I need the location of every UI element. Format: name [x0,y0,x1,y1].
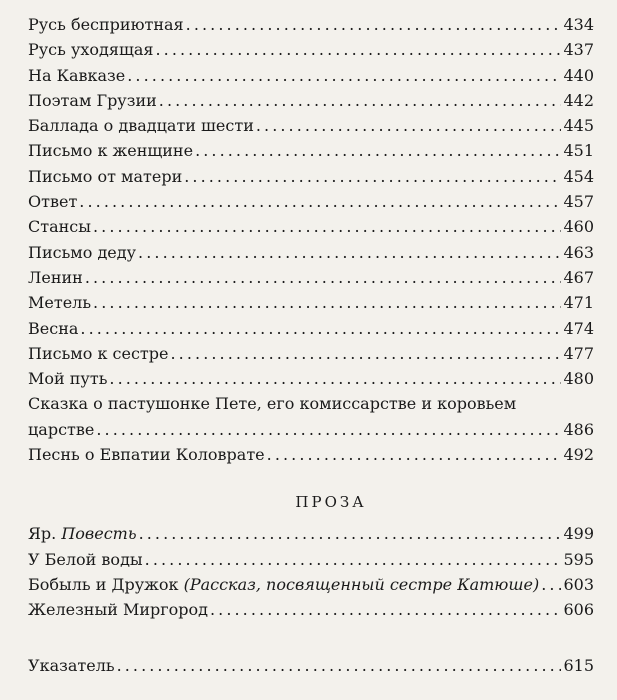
dot-leader [210,597,561,622]
dot-leader [195,138,561,163]
page-number: 486 [563,419,594,439]
toc-entry[interactable] [28,189,594,214]
entry-title: Русь уходящая [28,40,154,60]
entry-title: Письмо к сестре [28,343,169,363]
dot-leader [79,189,561,214]
entry-title: На Кавказе [28,65,126,85]
entry-title: Поэтам Грузии [28,90,157,110]
entry-title: Письмо от матери [28,166,183,186]
entry-title: Письмо к женщине [28,141,194,161]
table-of-contents [28,12,594,678]
dot-leader [138,240,561,265]
dot-leader [171,341,562,366]
page-number: 437 [563,40,594,60]
dot-leader [256,113,562,138]
page-number: 440 [563,65,594,85]
toc-entry-mirgorod[interactable] [28,597,594,622]
page-number: 454 [563,166,594,186]
dot-leader [96,417,561,442]
dot-leader [267,442,562,467]
entry-title-line2-row [28,417,594,442]
entry-title: Железный Миргород [28,600,208,620]
dot-leader [145,547,562,572]
page-number: 471 [563,293,594,313]
entry-title: Баллада о двадцати шести [28,116,254,136]
toc-entry[interactable] [28,164,594,189]
index-list [28,653,594,678]
page-number: 463 [563,242,594,262]
toc-entry[interactable] [28,214,594,239]
dot-leader [159,88,562,113]
dot-leader [155,37,561,62]
entry-title: Песнь о Евпатии Коловрате [28,445,265,465]
toc-entry[interactable] [28,63,594,88]
toc-entry-bobyl[interactable] [28,572,594,597]
entry-title [28,572,539,597]
entry-title: Письмо деду [28,242,137,262]
toc-entry[interactable] [28,88,594,113]
page-number: 480 [563,369,594,389]
dot-leader [93,214,561,239]
dot-leader [184,164,561,189]
poetry-list [28,12,594,467]
toc-entry[interactable] [28,240,594,265]
entry-title: Ленин [28,267,83,287]
dot-leader [117,653,562,678]
prose-list [28,521,594,622]
toc-entry-belaya[interactable] [28,547,594,572]
entry-title: Стансы [28,217,91,237]
entry-title: Указатель [28,655,115,675]
dot-leader [127,63,561,88]
page-number: 445 [563,116,594,136]
page-number: 442 [563,90,594,110]
entry-title: Ответ [28,192,78,212]
page-number: 603 [563,574,594,594]
toc-entry[interactable] [28,113,594,138]
toc-entry-pesn[interactable] [28,442,594,467]
page-number: 451 [563,141,594,161]
entry-subtitle: (Рассказ, посвященный сестре Катюше) [183,574,540,594]
page-number: 595 [563,549,594,569]
entry-subtitle: Повесть [61,524,137,544]
page-number: 615 [563,655,594,675]
toc-entry[interactable] [28,341,594,366]
page-number: 434 [563,15,594,34]
entry-title-line1: Сказка о пастушонке Пете, его комиссарстве и коровьем [28,394,517,414]
dot-leader [80,316,561,341]
dot-leader [541,572,561,597]
page-number: 467 [563,267,594,287]
toc-entry-yar[interactable] [28,521,594,546]
page-number: 460 [563,217,594,237]
toc-entry[interactable] [28,366,594,391]
toc-entry[interactable] [28,37,594,62]
entry-title-main: Яр. [28,524,57,544]
entry-title: Русь бесприютная [28,15,184,34]
dot-leader [93,290,561,315]
entry-title: Мой путь [28,369,108,389]
dot-leader [139,521,562,546]
page-number: 606 [563,600,594,620]
entry-title [28,521,137,546]
toc-entry[interactable] [28,12,594,37]
entry-title-line2: царстве [28,419,95,439]
page-number: 499 [563,524,594,544]
entry-title: Метель [28,293,92,313]
page-number: 477 [563,343,594,363]
page-number: 492 [563,445,594,465]
entry-title: Весна [28,318,79,338]
toc-entry[interactable] [28,290,594,315]
toc-entry-skazka[interactable] [28,391,594,442]
dot-leader [85,265,562,290]
toc-entry-index[interactable] [28,653,594,678]
dot-leader [186,12,562,37]
toc-entry[interactable] [28,138,594,163]
page-number: 457 [563,192,594,212]
toc-entry[interactable] [28,265,594,290]
page-number: 474 [563,318,594,338]
spacer [28,623,594,653]
toc-entry[interactable] [28,316,594,341]
entry-title-main: Бобыль и Дружок [28,574,179,594]
section-heading-prose: ПРОЗА [295,493,367,512]
entry-title: У Белой воды [28,549,143,569]
dot-leader [109,366,561,391]
